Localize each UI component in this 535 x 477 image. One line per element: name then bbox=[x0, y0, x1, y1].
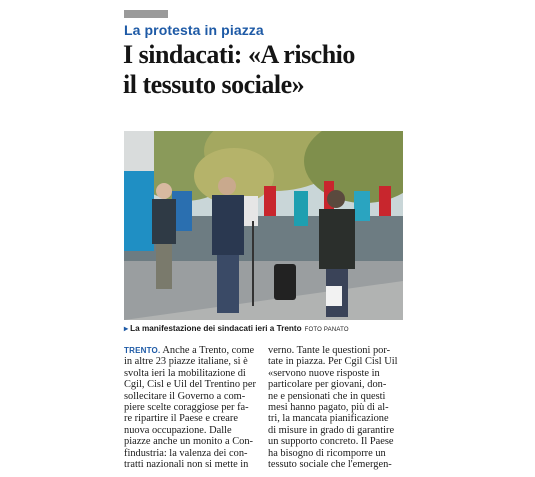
text-line: re ripartire il Paese e creare bbox=[124, 413, 238, 425]
text-line: in altre 23 piazze italiane, si è bbox=[124, 356, 248, 368]
text-line: Cgil, Cisl e Uil del Trentino per bbox=[124, 379, 256, 391]
headline-line-2: il tessuto sociale» bbox=[123, 70, 305, 99]
text-line: un supporto concreto. Il Paese bbox=[268, 436, 394, 448]
article-headline bbox=[123, 40, 423, 100]
article-column-2 bbox=[268, 345, 404, 470]
text-line: nuova occupazione. Dalle bbox=[124, 424, 232, 436]
text-line: tate in piazza. Per Cgil Cisl Uil bbox=[268, 356, 398, 368]
text-line: mesi hanno pagato, più di al- bbox=[268, 402, 389, 414]
clipping-tag-bar bbox=[124, 10, 168, 18]
dateline: TRENTO. bbox=[124, 346, 161, 355]
triangle-right-icon: ▸ bbox=[124, 324, 129, 333]
text-line: svolta ieri la mobilitazione di bbox=[124, 367, 246, 379]
text-line: piere scelte coraggiose per fa- bbox=[124, 402, 249, 414]
text-line: findustria: la valenza dei con- bbox=[124, 447, 248, 459]
photo-credit: FOTO PANATO bbox=[304, 327, 349, 333]
text-line: «servono nuove risposte in bbox=[268, 367, 380, 379]
text-line: TRENTO. Anche a Trento, come bbox=[124, 345, 255, 356]
caption-text: La manifestazione dei sindacati ieri a Trento bbox=[130, 324, 302, 333]
text-line: ne e pensionati che in questi bbox=[268, 390, 386, 402]
text-line: particolare per giovani, don- bbox=[268, 379, 387, 391]
text-line: di misure in grado di garantire bbox=[268, 424, 395, 436]
text-line: piazze anche un monito a Con- bbox=[124, 436, 253, 448]
article-column-1 bbox=[124, 345, 260, 470]
protest-photo-illustration bbox=[124, 131, 403, 320]
text-line: tri, la mancata pianificazione bbox=[268, 413, 389, 425]
text-line: ha bisogno di ricomporre un bbox=[268, 447, 386, 459]
article-photo bbox=[124, 131, 403, 320]
headline-line-1: I sindacati: «A rischio bbox=[123, 40, 355, 69]
photo-caption bbox=[124, 323, 414, 333]
text-line: sollecitare il Governo a com- bbox=[124, 390, 246, 402]
text-line: verno. Tante le questioni por- bbox=[268, 345, 391, 356]
section-kicker: La protesta in piazza bbox=[124, 22, 264, 38]
text-line: tessuto sociale che l'emergen- bbox=[268, 459, 392, 471]
text-line: tratti nazionali non si mette in bbox=[124, 459, 249, 471]
